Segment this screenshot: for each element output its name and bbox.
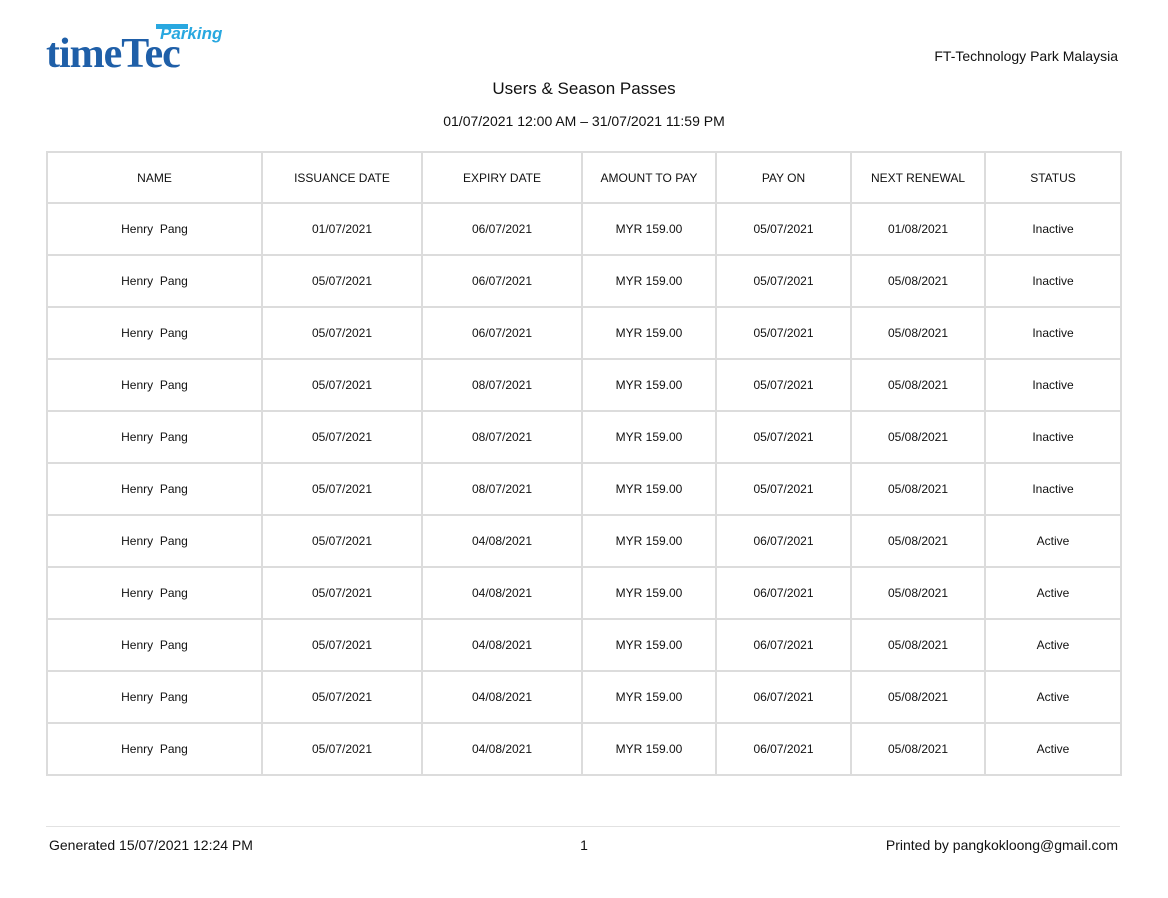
table-cell: Henry Pang: [47, 567, 262, 619]
table-cell: 05/07/2021: [716, 359, 851, 411]
table-cell: 06/07/2021: [422, 307, 582, 359]
table-cell: 05/07/2021: [262, 307, 422, 359]
table-cell: 06/07/2021: [716, 515, 851, 567]
table-cell: Active: [985, 619, 1121, 671]
table-cell: 01/08/2021: [851, 203, 985, 255]
table-row: [47, 567, 1121, 619]
table-row: [47, 255, 1121, 307]
column-header: NAME: [47, 152, 262, 203]
table-row: [47, 463, 1121, 515]
table-cell: 05/07/2021: [262, 463, 422, 515]
footer-divider: [46, 826, 1120, 827]
company-name: FT-Technology Park Malaysia: [934, 48, 1118, 64]
table-cell: 05/07/2021: [262, 359, 422, 411]
table-cell: 06/07/2021: [716, 619, 851, 671]
table-cell: 05/08/2021: [851, 307, 985, 359]
table-cell: 08/07/2021: [422, 359, 582, 411]
table-cell: Active: [985, 671, 1121, 723]
table-row: [47, 723, 1121, 775]
table-cell: 06/07/2021: [422, 203, 582, 255]
table-cell: 05/08/2021: [851, 359, 985, 411]
table-cell: 05/07/2021: [262, 671, 422, 723]
table-cell: Henry Pang: [47, 411, 262, 463]
table-cell: Henry Pang: [47, 307, 262, 359]
report-title: Users & Season Passes: [492, 79, 676, 98]
table-cell: 06/07/2021: [716, 567, 851, 619]
table-cell: Active: [985, 567, 1121, 619]
table-cell: Henry Pang: [47, 359, 262, 411]
table-cell: 05/07/2021: [262, 411, 422, 463]
table-cell: 06/07/2021: [422, 255, 582, 307]
table-row: [47, 359, 1121, 411]
table-cell: MYR 159.00: [582, 411, 716, 463]
table-cell: 04/08/2021: [422, 515, 582, 567]
table-cell: 05/07/2021: [262, 255, 422, 307]
table-cell: Henry Pang: [47, 515, 262, 567]
table-cell: 05/07/2021: [716, 203, 851, 255]
logo-graphic: [46, 22, 236, 74]
column-header: AMOUNT TO PAY: [582, 152, 716, 203]
table-row: [47, 307, 1121, 359]
table-cell: Inactive: [985, 359, 1121, 411]
generated-timestamp: Generated 15/07/2021 12:24 PM: [49, 837, 253, 853]
table-cell: Active: [985, 723, 1121, 775]
column-header: PAY ON: [716, 152, 851, 203]
logo-wordmark: timeTec: [46, 31, 180, 74]
timetec-parking-logo: [46, 22, 236, 74]
table-cell: Henry Pang: [47, 463, 262, 515]
table-cell: 05/08/2021: [851, 255, 985, 307]
table-cell: MYR 159.00: [582, 203, 716, 255]
report-date-range: 01/07/2021 12:00 AM – 31/07/2021 11:59 PM: [443, 113, 725, 129]
table-cell: 04/08/2021: [422, 723, 582, 775]
table-cell: 08/07/2021: [422, 411, 582, 463]
table-row: [47, 411, 1121, 463]
table-cell: 05/08/2021: [851, 567, 985, 619]
table-cell: 01/07/2021: [262, 203, 422, 255]
table-cell: 05/08/2021: [851, 411, 985, 463]
table-cell: Inactive: [985, 411, 1121, 463]
table-cell: Inactive: [985, 463, 1121, 515]
table-cell: 05/08/2021: [851, 619, 985, 671]
logo-subtext: Parking: [160, 24, 223, 43]
table-cell: MYR 159.00: [582, 515, 716, 567]
table-cell: 04/08/2021: [422, 619, 582, 671]
table-cell: MYR 159.00: [582, 671, 716, 723]
column-header: NEXT RENEWAL: [851, 152, 985, 203]
table-cell: 08/07/2021: [422, 463, 582, 515]
printed-by: Printed by pangkokloong@gmail.com: [885, 837, 1118, 853]
table-cell: MYR 159.00: [582, 307, 716, 359]
table-cell: 05/07/2021: [262, 567, 422, 619]
table-cell: 05/07/2021: [262, 619, 422, 671]
table-cell: Henry Pang: [47, 671, 262, 723]
table-cell: 05/08/2021: [851, 723, 985, 775]
table-cell: MYR 159.00: [582, 567, 716, 619]
column-header: ISSUANCE DATE: [262, 152, 422, 203]
table-cell: 04/08/2021: [422, 671, 582, 723]
table-cell: 05/07/2021: [716, 307, 851, 359]
table-cell: Inactive: [985, 307, 1121, 359]
column-header: STATUS: [985, 152, 1121, 203]
table-cell: Inactive: [985, 255, 1121, 307]
table-cell: 05/07/2021: [716, 463, 851, 515]
table-cell: 05/07/2021: [262, 515, 422, 567]
season-passes-table: [46, 151, 1122, 776]
table-cell: 05/08/2021: [851, 671, 985, 723]
table-cell: MYR 159.00: [582, 723, 716, 775]
table-cell: Inactive: [985, 203, 1121, 255]
table-cell: MYR 159.00: [582, 359, 716, 411]
table-row: [47, 619, 1121, 671]
table-header-row: [47, 152, 1121, 203]
table-row: [47, 671, 1121, 723]
table-cell: 06/07/2021: [716, 671, 851, 723]
page-number: 1: [580, 837, 588, 853]
table-cell: 06/07/2021: [716, 723, 851, 775]
table-cell: 05/07/2021: [716, 411, 851, 463]
table-cell: Henry Pang: [47, 619, 262, 671]
table-cell: 05/07/2021: [262, 723, 422, 775]
table-cell: MYR 159.00: [582, 463, 716, 515]
table-row: [47, 203, 1121, 255]
table-cell: Henry Pang: [47, 255, 262, 307]
table-cell: 04/08/2021: [422, 567, 582, 619]
table-cell: 05/08/2021: [851, 515, 985, 567]
table-row: [47, 515, 1121, 567]
column-header: EXPIRY DATE: [422, 152, 582, 203]
table-cell: Active: [985, 515, 1121, 567]
table-cell: MYR 159.00: [582, 619, 716, 671]
table-body: [47, 203, 1121, 775]
table-cell: 05/07/2021: [716, 255, 851, 307]
table-cell: Henry Pang: [47, 723, 262, 775]
table-cell: MYR 159.00: [582, 255, 716, 307]
table-cell: 05/08/2021: [851, 463, 985, 515]
table-cell: Henry Pang: [47, 203, 262, 255]
